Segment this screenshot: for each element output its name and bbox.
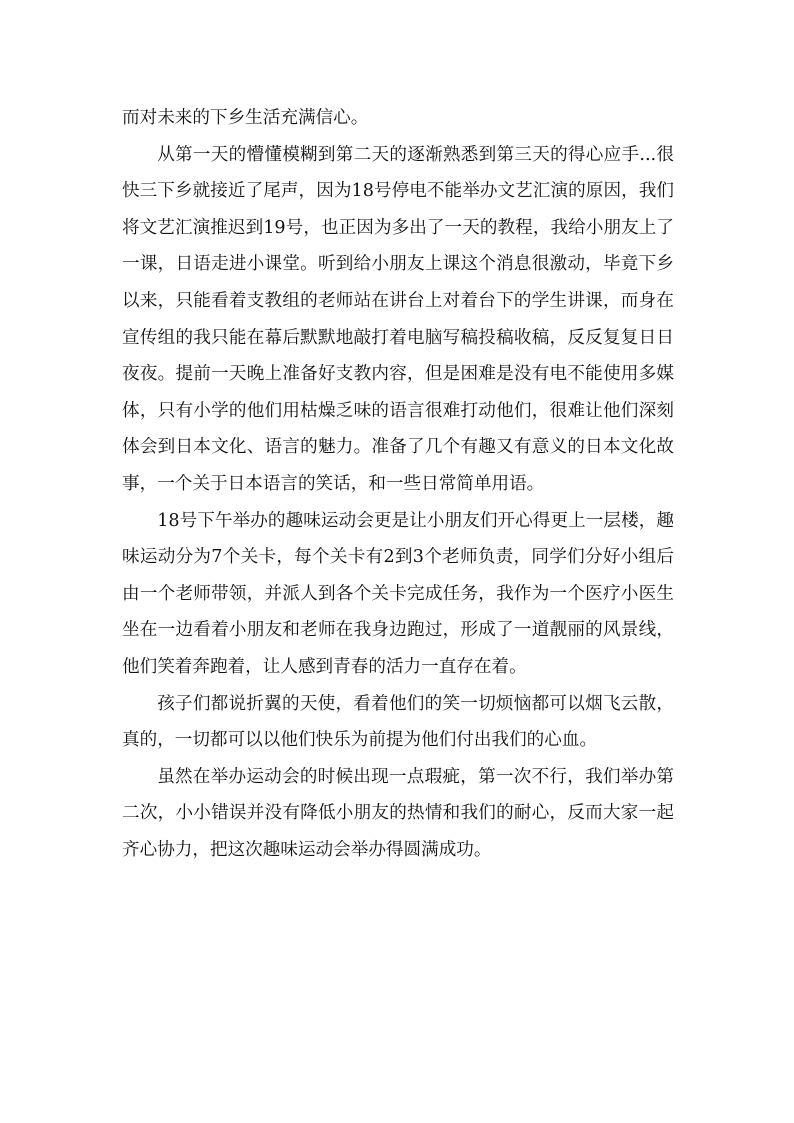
paragraph-angels: 孩子们都说折翼的天使，看着他们的笑一切烦恼都可以烟飞云散，真的，一切都可以以他们快乐为前提为他们付出我们的心血。 — [122, 693, 674, 751]
paragraph-continuation: 而对未来的下乡生活充满信心。 — [122, 108, 369, 128]
paragraph-success: 虽然在举办运动会的时候出现一点瑕疵，第一次不行，我们举办第二次，小小错误并没有降低小朋友的热情和我们的耐心，反而大家一起齐心协力，把这次趣味运动会举办得圆满成功。 — [122, 766, 674, 860]
document-body — [122, 100, 674, 868]
paragraph-sports-meet: 18号下午举办的趣味运动会更是让小朋友们开心得更上一层楼，趣味运动分为7个关卡，每个关卡有2到3个老师负责，同学们分好小组后由一个老师带领，并派人到各个关卡完成任务，我作为一个医疗小医生坐在一边看着小朋友和老师在我身边跑过，形成了一道靓丽的风景线，他们笑着奔跑着，让人感到青春的活力一直存在着。 — [122, 510, 674, 677]
paragraph-teaching-class: 从第一天的懵懂模糊到第二天的逐渐熟悉到第三天的得心应手...很快三下乡就接近了尾声，因为18号停电不能举办文艺汇演的原因，我们将文艺汇演推迟到19号，也正因为多出了一天的教程，我给小朋友上了一课，日语走进小课堂。听到给小朋友上课这个消息很激动，毕竟下乡以来，只能看着支教组的老师站在讲台上对着台下的学生讲课，而身在宣传组的我只能在幕后默默地敲打着电脑写稿投稿收稿，反反复复日日夜夜。提前一天晚上准备好支教内容，但是困难是没有电不能使用多媒体，只有小学的他们用枯燥乏味的语言很难打动他们，很难让他们深刻体会到日本文化、语言的魅力。准备了几个有趣又有意义的日本文化故事，一个关于日本语言的笑话，和一些日常简单用语。 — [122, 144, 674, 494]
